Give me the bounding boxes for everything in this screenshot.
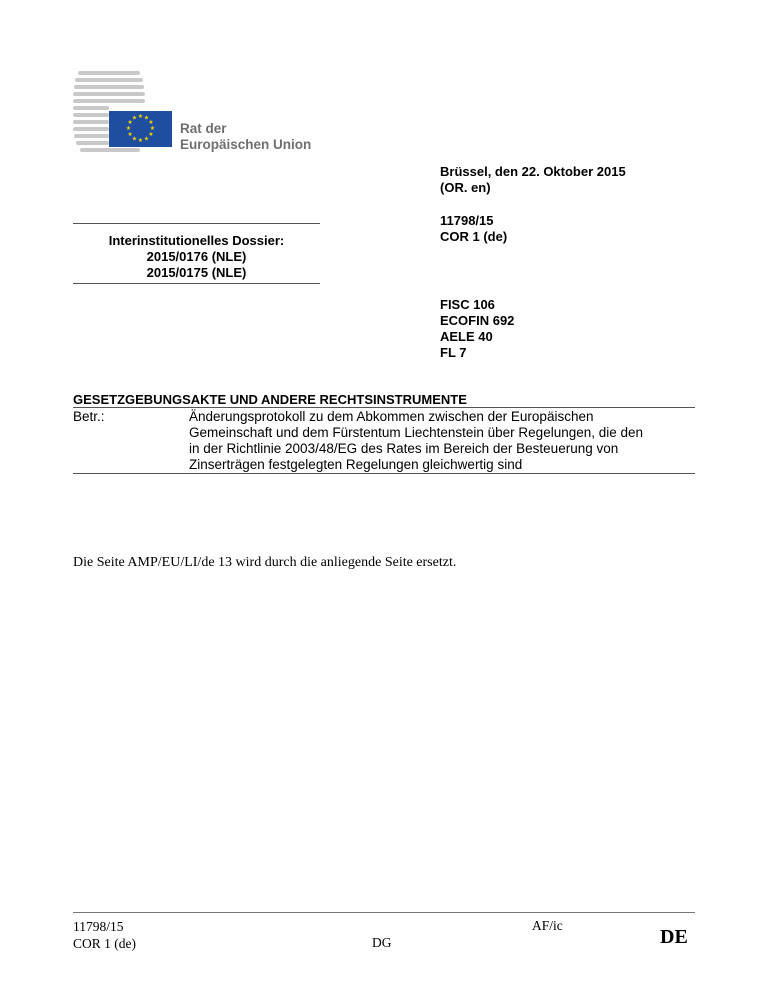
body-text: Die Seite AMP/EU/LI/de 13 wird durch die anliegende Seite ersetzt.	[73, 555, 457, 570]
logo-text-line1: Rat der	[180, 121, 227, 136]
svg-text:★: ★	[143, 114, 150, 122]
dossier-ref: 2015/0175 (NLE)	[146, 265, 247, 280]
footer-language-code: DE	[660, 926, 688, 948]
dossier-bottom-rule	[73, 283, 320, 284]
code-item: ECOFIN 692	[440, 313, 515, 328]
footer-initials: AF/ic	[532, 918, 563, 933]
svg-text:★: ★	[131, 114, 138, 122]
footer-corrigendum: COR 1 (de)	[73, 936, 136, 951]
subject-heading: GESETZGEBUNGSAKTE UND ANDERE RECHTSINSTRUMENTE	[73, 392, 467, 407]
subject-top-rule	[73, 407, 695, 408]
svg-text:★: ★	[137, 137, 144, 144]
dossier-top-rule	[73, 223, 320, 224]
eu-flag-icon	[109, 111, 172, 147]
footer-dg: DG	[372, 935, 392, 950]
svg-text:★: ★	[127, 131, 133, 138]
footer-rule	[73, 912, 695, 913]
dossier-ref: 2015/0176 (NLE)	[146, 249, 247, 264]
classification-codes	[440, 297, 514, 361]
subject-line: Änderungsprotokoll zu dem Abkommen zwischen der Europäischen	[189, 409, 594, 424]
original-language: (OR. en)	[440, 180, 491, 195]
svg-text:★: ★	[125, 125, 132, 132]
dossier-label: Interinstitutionelles Dossier:	[108, 233, 285, 248]
svg-text:★: ★	[148, 131, 154, 138]
subject-label: Betr.:	[73, 409, 105, 424]
svg-text:★: ★	[137, 113, 144, 120]
dossier-box	[73, 233, 320, 281]
logo-text-line2: Europäischen Union	[180, 137, 312, 152]
svg-text:★: ★	[143, 135, 150, 143]
subject-text	[189, 409, 699, 473]
subject-line: Gemeinschaft und dem Fürstentum Liechtenstein über Regelungen, die den	[189, 425, 644, 440]
subject-line: in der Richtlinie 2003/48/EG des Rates im Bereich der Besteuerung von	[189, 441, 619, 456]
svg-text:★: ★	[149, 125, 156, 132]
footer-doc-number: 11798/15	[73, 919, 124, 934]
document-date: Brüssel, den 22. Oktober 2015	[440, 164, 626, 179]
document-number: 11798/15	[440, 213, 494, 228]
code-item: AELE 40	[440, 329, 493, 344]
corrigendum-ref: COR 1 (de)	[440, 229, 508, 244]
subject-line: Zinserträgen festgelegten Regelungen gleichwertig sind	[189, 457, 523, 472]
code-item: FL 7	[440, 345, 467, 360]
svg-text:★: ★	[127, 119, 133, 126]
svg-text:★: ★	[131, 135, 138, 143]
code-item: FISC 106	[440, 297, 495, 312]
svg-text:★: ★	[148, 119, 154, 126]
subject-bottom-rule	[73, 473, 695, 474]
